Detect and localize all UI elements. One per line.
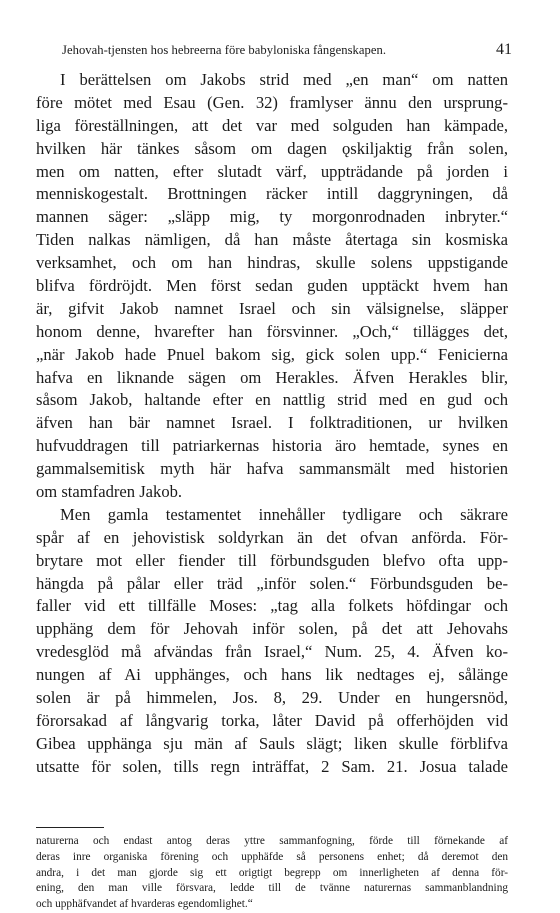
text-line: mannen säger: „släpp mig, ty morgonrodnaden inbryter.“ xyxy=(36,207,508,227)
text-line: solen är på himmelen, Jos. 8, 29. Under en hungersnöd, xyxy=(36,688,508,708)
text-line: Men gamla testamentet innehåller tydligare och säkrare xyxy=(60,504,508,524)
text-line: äfven han bär namnet Israel. I folktraditionen, ur hvilken xyxy=(36,413,508,433)
footnote xyxy=(36,834,508,913)
footnote-line: deras inre organiska förening och upphäfde så personens enhet; då deremot den xyxy=(36,850,508,863)
page-number: 41 xyxy=(496,41,512,58)
text-line: brytare mot eller fiender till förbundsguden blefvo ofta upp- xyxy=(36,550,508,570)
text-line: I berättelsen om Jakobs strid med „en man“ om natten xyxy=(60,70,508,89)
main-text xyxy=(36,69,508,779)
text-line: förorsakad af långvarig torka, låter David på offerhöjden vid xyxy=(36,710,508,730)
text-line: liga föreställningen, att det var med solguden han kämpade, xyxy=(36,115,508,135)
text-line: honom denne, hvarefter han försvinner. „Och,“ tillägges det, xyxy=(36,321,508,341)
running-header-title: Jehovah-tjensten hos hebreerna före babyloniska fångenskapen. xyxy=(62,43,387,57)
text-line: Tiden nalkas nämligen, då han måste återtaga sin kosmiska xyxy=(36,230,508,250)
text-line: är, gifvit Jakob namnet Israel och sin välsignelse, släpper xyxy=(36,298,508,318)
text-line: nungen af Ai upphänges, och hans lik nedtages ej, sålänge xyxy=(36,665,508,685)
text-line: verksamhet, och om han hindras, skulle solens uppstigande xyxy=(36,253,508,273)
text-line: menniskogestalt. Brottningen räcker intill daggryningen, då xyxy=(36,184,508,204)
text-line: men om natten, efter slutadt värf, uppträdande på jorden i xyxy=(36,161,508,181)
text-line: Gibea upphänga sju män af Sauls slägt; liken skulle förblifva xyxy=(36,733,508,753)
text-line: hufvuddragen till patriarkernas historia äro hemtade, synes en xyxy=(36,436,508,456)
text-line: vredesglöd må afvändas från Israel,“ Num. 25, 4. Äfven ko- xyxy=(36,642,508,662)
text-line: spår af en jehovistisk soldyrkan än det ofvan anförda. För- xyxy=(36,527,508,547)
footnote-line: andra, i det man gjorde sig ett origtigt begrepp om innerligheten af denna för- xyxy=(36,866,508,879)
text-line: före mötet med Esau (Gen. 32) framlyser ännu den ursprung- xyxy=(36,92,508,112)
text-line: blifva fördröjdt. Men först sedan guden upptäckt hvem han xyxy=(36,276,508,296)
text-line: hängda på pålar eller träd „inför solen.“ Förbundsguden be- xyxy=(36,573,508,593)
footnote-divider xyxy=(36,827,104,828)
text-line: upphäng dem för Jehovah inför solen, på det att Jehovahs xyxy=(36,619,508,639)
text-line: om stamfadren Jakob. xyxy=(36,482,183,502)
text-line: hvilken här tänkes såsom om dagen ǫskiljaktig från solen, xyxy=(36,138,508,158)
text-line: såsom Jakob, haltande efter en nattlig strid med en gud och xyxy=(36,390,508,410)
running-header xyxy=(62,43,512,61)
text-line: hafva en liknande sägen om Herakles. Äfven Herakles blir, xyxy=(36,367,508,387)
text-line: „när Jakob hade Pnuel bakom sig, gick solen upp.“ Fenicierna xyxy=(36,344,508,364)
text-line: faller vid ett tillfälle Moses: „tag alla folkets höfdingar och xyxy=(36,596,508,616)
footnote-line: naturerna och endast antog deras yttre sammanfogning, förde till förnekande af xyxy=(36,835,508,847)
footnote-line: och upphäfvandet af hvarderas egendomlighet.“ xyxy=(36,898,253,911)
text-line: utsatte för solen, tills regn inträffat, 2 Sam. 21. Josua talade xyxy=(36,756,508,776)
text-line: gammalsemitisk myth här hafva sammansmält med historien xyxy=(36,459,508,479)
footnote-line: ening, den man ville försvara, ledde till de tvänne naturernas sammanblandning xyxy=(36,882,508,895)
